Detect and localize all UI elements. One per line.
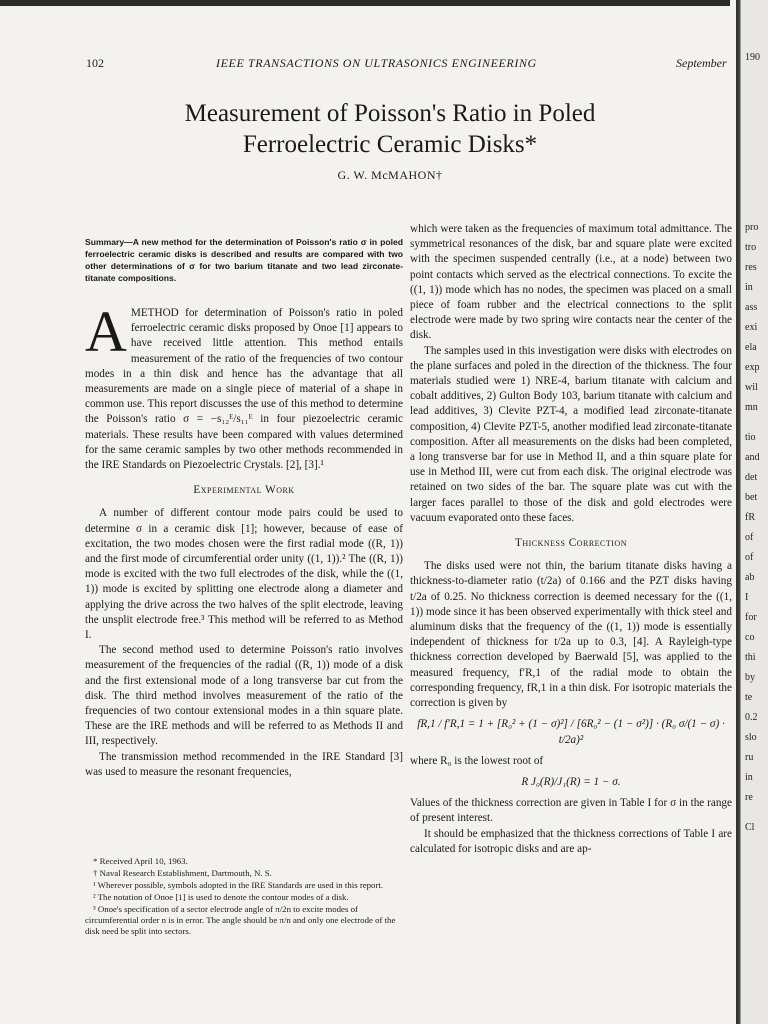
- edge-fragment: exi: [745, 322, 758, 333]
- edge-fragment: thi: [745, 652, 756, 663]
- edge-fragment: mn: [745, 402, 758, 413]
- edge-fragment: tro: [745, 242, 757, 253]
- footnote: ³ Onoe's specification of a sector electrode angle of π/2n to excite modes of circumferential order n is in error. The angle should be π/n and only one electrode of the disk need be split into sectors.: [85, 904, 396, 936]
- paragraph: The samples used in this investigation were disks with electrodes on the plane surfaces and poled in the direction of the thickness. The four materials studied were 1) NRE-4, barium titanate with calcium and cobalt additives, 2) Gulton Body 103, barium titanate with calcium and lead additives, 3) Clevite PZT-4, a modified lead zirconate-titanate composition, 4) Clevite PZT-5, another modified lead zirconate-titanate composition. After all measurements on the disks had been completed, a long transverse bar for use in Method II, and a thin square plate for use in Method III, were cut from each disk. The original electrode was retained on two sides of the bar. The square plate was cut with the larger faces parallel to those of the disk and gold electrodes were vacuum evaporated onto these faces.: [410, 344, 732, 524]
- edge-fragment: and: [745, 452, 760, 463]
- footnote: ¹ Wherever possible, symbols adopted in the IRE Standards are used in this report.: [93, 880, 384, 890]
- edge-fragment: res: [745, 262, 757, 273]
- page-number: 102: [86, 56, 104, 70]
- drop-cap: A: [85, 299, 127, 364]
- paragraph: which were taken as the frequencies of maximum total admittance. The symmetrical resonances of the disk, bar and square plate were excited with the specimen suspended centrally (i.e., at a node) between two point contacts which served as the electrical connections. To excite the ((1, 1)) mode which has no nodes, the specimen was placed on a small piece of foam rubber and the electrical connections to the split electrode were made by two spring wire contacts near the center of the disk.: [410, 223, 732, 342]
- running-header: [86, 56, 736, 74]
- edge-fragment: 190: [745, 52, 760, 63]
- edge-fragment: slo: [745, 732, 757, 743]
- edge-fragment: det: [745, 472, 758, 483]
- edge-fragment: of: [745, 552, 754, 563]
- edge-fragment: ru: [745, 752, 754, 763]
- edge-fragment: fR: [745, 512, 755, 523]
- footnote: † Naval Research Establishment, Dartmouth, N. S.: [93, 868, 272, 878]
- edge-fragment: tio: [745, 432, 756, 443]
- edge-fragment: Cl: [745, 822, 755, 833]
- scan-top-border: [0, 0, 730, 6]
- edge-fragment: in: [745, 282, 753, 293]
- edge-fragment: pro: [745, 222, 759, 233]
- edge-fragment: exp: [745, 362, 760, 373]
- edge-fragment: in: [745, 772, 753, 783]
- edge-fragment: for: [745, 612, 757, 623]
- paragraph: The transmission method recommended in the IRE Standard [3] was used to measure the resonant frequencies,: [85, 750, 403, 778]
- edge-fragment: re: [745, 792, 753, 803]
- section-heading-thickness: Thickness Correction: [515, 537, 627, 550]
- left-column: [85, 236, 403, 780]
- paper-author: G. W. McMAHON†: [337, 168, 443, 182]
- paragraph: The second method used to determine Poisson's ratio involves measurement of the frequencies of the radial ((R, 1)) mode of a disk and the first extensional mode of a long transverse bar cut from the disk. The third method involves measurement of the ratio of the frequencies of two contour extensional modes in a thin square plate. These are the IRE methods and will be referred to as Methods II and III, respectively.: [85, 644, 403, 748]
- edge-fragment: ab: [745, 572, 755, 583]
- footnotes: [85, 856, 403, 938]
- footnote: ² The notation of Onoe [1] is used to denote the contour modes of a disk.: [93, 892, 349, 902]
- edge-fragment: by: [745, 672, 755, 683]
- edge-fragment: of: [745, 532, 754, 543]
- paper-title: Measurement of Poisson's Ratio in Poled Ferroelectric Ceramic Disks*: [184, 100, 596, 158]
- right-column: [410, 222, 732, 857]
- paragraph: Values of the thickness correction are given in Table I for σ in the range of present interest.: [410, 797, 732, 825]
- edge-fragment: wil: [745, 382, 758, 393]
- edge-fragment: te: [745, 692, 753, 703]
- equation-root: R J₀(R)/J₁(R) = 1 − σ.: [521, 775, 621, 788]
- paragraph: It should be emphasized that the thickness corrections of Table I are calculated for isotropic disks and are ap-: [410, 827, 732, 855]
- equation-correction: fR,1 / f′R,1 = 1 + [R₀² + (1 − σ)²] / [6R₀² − (1 − σ²)] · (R₀ σ/(1 − σ) · t/2a)²: [417, 718, 725, 746]
- edge-fragment: co: [745, 632, 755, 643]
- summary-abstract: Summary—A new method for the determination of Poisson's ratio σ in poled ferroelectric ceramic disks is described and results are compared with two other determinations of σ for two barium titanate and two lead zirconate-titanate compositions.: [85, 237, 403, 283]
- paragraph: A number of different contour mode pairs could be used to determine σ in a ceramic disk [1]; however, because of ease of excitation, the two modes chosen were the first radial mode ((R, 1)) and the first mode of circumferential order unity ((1, 1)).² The ((R, 1)) mode is excited with the two full electrodes of the disk, while the ((1, 1)) mode is excited by splitting one electrode along a diameter and applying the drive across the two halves of the split electrode, leaving the unsplit electrode free.³ This method will be referred to as Method I.: [85, 507, 403, 642]
- footnote: * Received April 10, 1963.: [93, 856, 188, 866]
- section-heading-experimental: Experimental Work: [193, 484, 295, 497]
- edge-fragment: 0.2: [745, 712, 758, 723]
- edge-fragment: I: [745, 592, 749, 603]
- edge-fragment: ass: [745, 302, 758, 313]
- edge-fragment: bet: [745, 492, 758, 503]
- intro-text: METHOD for determination of Poisson's ratio in poled ferroelectric ceramic disks proposed by Onoe [1] appears to have received little attention. This method entails measurement of the ratio of the frequencies of two contour modes in a thin disk and hence has the advantage that all measurements are made on a single piece of material of a shape in common use. This report discusses the use of this method to determine the Poisson's ratio σ = −s₁₂ᴱ/s₁₁ᴱ in four piezoelectric ceramic materials. These results have been compared with values determined for the same ceramic samples by two other methods recommended in the IRE Standards on Piezoelectric Crystals. [2], [3].¹: [85, 307, 403, 472]
- intro-paragraph: [85, 299, 403, 473]
- issue-month: September: [676, 56, 727, 70]
- journal-title: IEEE TRANSACTIONS ON ULTRASONICS ENGINEERING: [216, 56, 537, 70]
- paragraph: The disks used were not thin, the barium titanate disks having a thickness-to-diameter ratio (t/2a) of 0.166 and the PZT disks having t/2a of 0.25. No thickness correction is deemed necessary for the ((1, 1)) mode since it has been observed experimentally with thick steel and aluminum disks that the frequency of the ((1, 1)) mode is essentially independent of thickness for t/2a up to 0.3, [4]. A Rayleigh-type thickness correction developed by Baerwald [5], was applied to the measured frequency, f′R,1 of the radial mode to obtain the corresponding frequency, fR,1 in a thin disk. For isotropic materials the correction is given by: [410, 560, 732, 710]
- paragraph: where R₀ is the lowest root of: [410, 754, 544, 767]
- edge-fragment: ela: [745, 342, 757, 353]
